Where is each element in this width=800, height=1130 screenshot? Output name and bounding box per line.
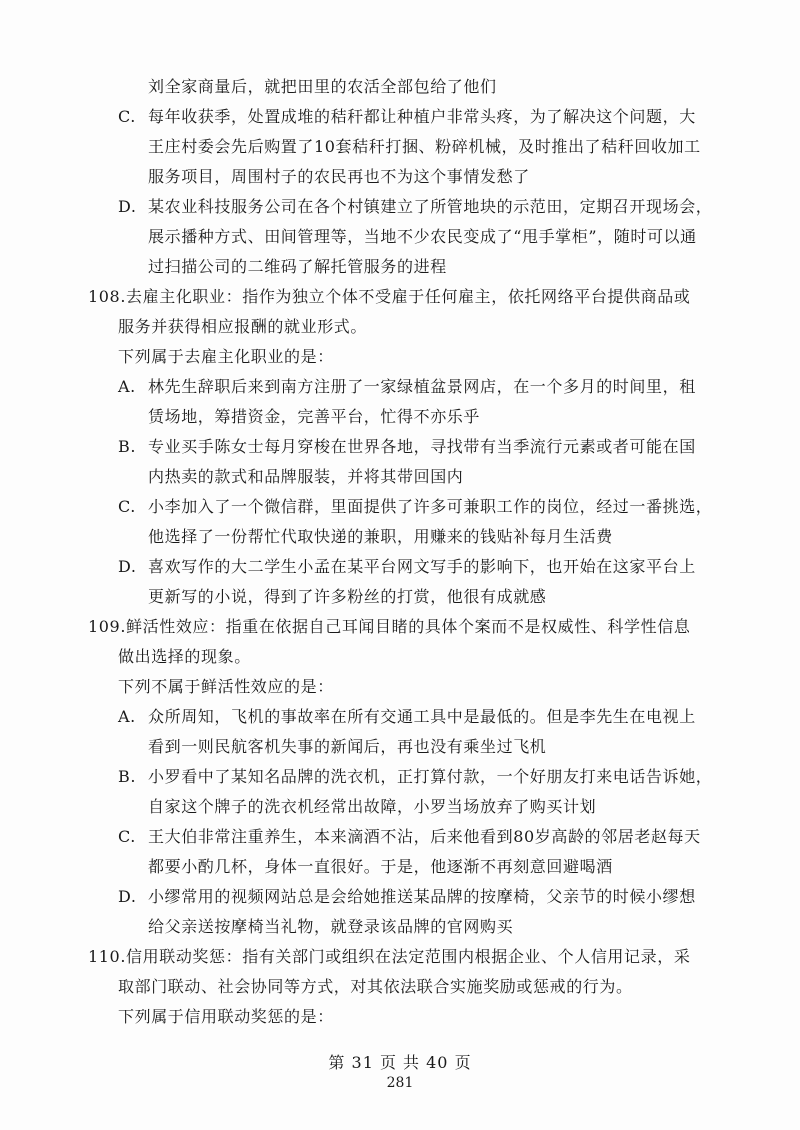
option-letter: A.	[118, 707, 136, 726]
question-number: 110.	[88, 947, 127, 966]
option-text-line: 他选择了一份帮忙代取快递的兼职，用赚来的钱贴补每月生活费	[148, 527, 613, 546]
page-number: 281	[386, 1075, 414, 1091]
option-text-line: 都要小酌几杯，身体一直很好。于是，他逐渐不再刻意回避喝酒	[148, 857, 613, 876]
question-stem-line: 去雇主化职业：指作为独立个体不受雇于任何雇主，依托网络平台提供商品或	[126, 287, 691, 306]
q108-option-a	[88, 372, 728, 432]
option-letter: B.	[118, 767, 137, 786]
option-text-line: 王庄村委会先后购置了10套秸秆打捆、粉碎机械，及时推出了秸秆回收加工	[148, 137, 701, 156]
option-text-line: 赁场地，筹措资金，完善平台，忙得不亦乐乎	[148, 407, 481, 426]
option-text-line: 展示播种方式、田间管理等，当地不少农民变成了“甩手掌柜”，随时可以通	[148, 227, 697, 246]
q107-option-b-continuation: 刘全家商量后，就把田里的农活全部包给了他们	[148, 77, 497, 96]
page-footer	[0, 1052, 800, 1092]
question-stem-line: 信用联动奖惩：指有关部门或组织在法定范围内根据企业、个人信用记录，采	[126, 947, 691, 966]
question-108	[88, 282, 728, 612]
q107-option-d	[88, 192, 728, 282]
option-text-line: 林先生辞职后来到南方注册了一家绿植盆景网店，在一个多月的时间里，租	[148, 377, 696, 396]
option-text-line: 服务项目，周围村子的农民再也不为这个事情发愁了	[148, 167, 530, 186]
q109-option-d	[88, 882, 728, 942]
option-text-line: 自家这个牌子的洗衣机经常出故障，小罗当场放弃了购买计划	[148, 797, 597, 816]
option-text-line: 小缪常用的视频网站总是会给她推送某品牌的按摩椅，父亲节的时候小缪想	[148, 887, 696, 906]
option-text-line: 给父亲送按摩椅当礼物，就登录该品牌的官网购买	[148, 917, 514, 936]
option-text-line: 过扫描公司的二维码了解托管服务的进程	[148, 257, 447, 276]
option-letter: C.	[118, 827, 136, 846]
option-letter: B.	[118, 437, 137, 456]
question-stem-line: 取部门联动、社会协同等方式，对其依法联合实施奖励或惩戒的行为。	[118, 977, 633, 996]
option-letter: D.	[118, 887, 137, 906]
page-label: 第 31 页 共 40 页	[328, 1053, 472, 1072]
q108-option-d	[88, 552, 728, 612]
option-text-line: 小李加入了一个微信群，里面提供了许多可兼职工作的岗位，经过一番挑选，	[148, 497, 713, 516]
q109-option-c	[88, 822, 728, 882]
q108-option-b	[88, 432, 728, 492]
question-109	[88, 612, 728, 942]
question-prompt: 下列不属于鲜活性效应的是：	[118, 677, 334, 696]
option-letter: C.	[118, 107, 136, 126]
option-text-line: 看到一则民航客机失事的新闻后，再也没有乘坐过飞机	[148, 737, 547, 756]
option-letter: D.	[118, 197, 137, 216]
option-text-line: 更新写的小说，得到了许多粉丝的打赏，他很有成就感	[148, 587, 547, 606]
option-text-line: 小罗看中了某知名品牌的洗衣机，正打算付款，一个好朋友打来电话告诉她，	[148, 767, 713, 786]
option-text-line: 众所周知，飞机的事故率在所有交通工具中是最低的。但是李先生在电视上	[148, 707, 696, 726]
question-number: 109.	[88, 617, 127, 636]
question-prompt: 下列属于信用联动奖惩的是：	[118, 1007, 334, 1026]
page-content	[88, 72, 728, 1032]
question-stem-line: 做出选择的现象。	[118, 647, 251, 666]
option-text-line: 专业买手陈女士每月穿梭在世界各地，寻找带有当季流行元素或者可能在国	[148, 437, 696, 456]
question-prompt: 下列属于去雇主化职业的是：	[118, 347, 334, 366]
option-text-line: 喜欢写作的大二学生小孟在某平台网文写手的影响下，也开始在这家平台上	[148, 557, 696, 576]
q107-option-c	[88, 102, 728, 192]
question-110	[88, 942, 728, 1032]
option-text-line: 内热卖的款式和品牌服装，并将其带回国内	[148, 467, 464, 486]
option-letter: D.	[118, 557, 137, 576]
option-text-line: 每年收获季，处置成堆的秸秆都让种植户非常头疼，为了解决这个问题，大	[148, 107, 696, 126]
option-text-line: 王大伯非常注重养生，本来滴酒不沾，后来他看到80岁高龄的邻居老赵每天	[148, 827, 701, 846]
q108-option-c	[88, 492, 728, 552]
option-letter: A.	[118, 377, 136, 396]
q109-option-a	[88, 702, 728, 762]
option-text-line: 某农业科技服务公司在各个村镇建立了所管地块的示范田，定期召开现场会，	[148, 197, 713, 216]
q109-option-b	[88, 762, 728, 822]
option-letter: C.	[118, 497, 136, 516]
question-number: 108.	[88, 287, 127, 306]
question-stem-line: 服务并获得相应报酬的就业形式。	[118, 317, 368, 336]
question-stem-line: 鲜活性效应：指重在依据自己耳闻目睹的具体个案而不是权威性、科学性信息	[126, 617, 691, 636]
